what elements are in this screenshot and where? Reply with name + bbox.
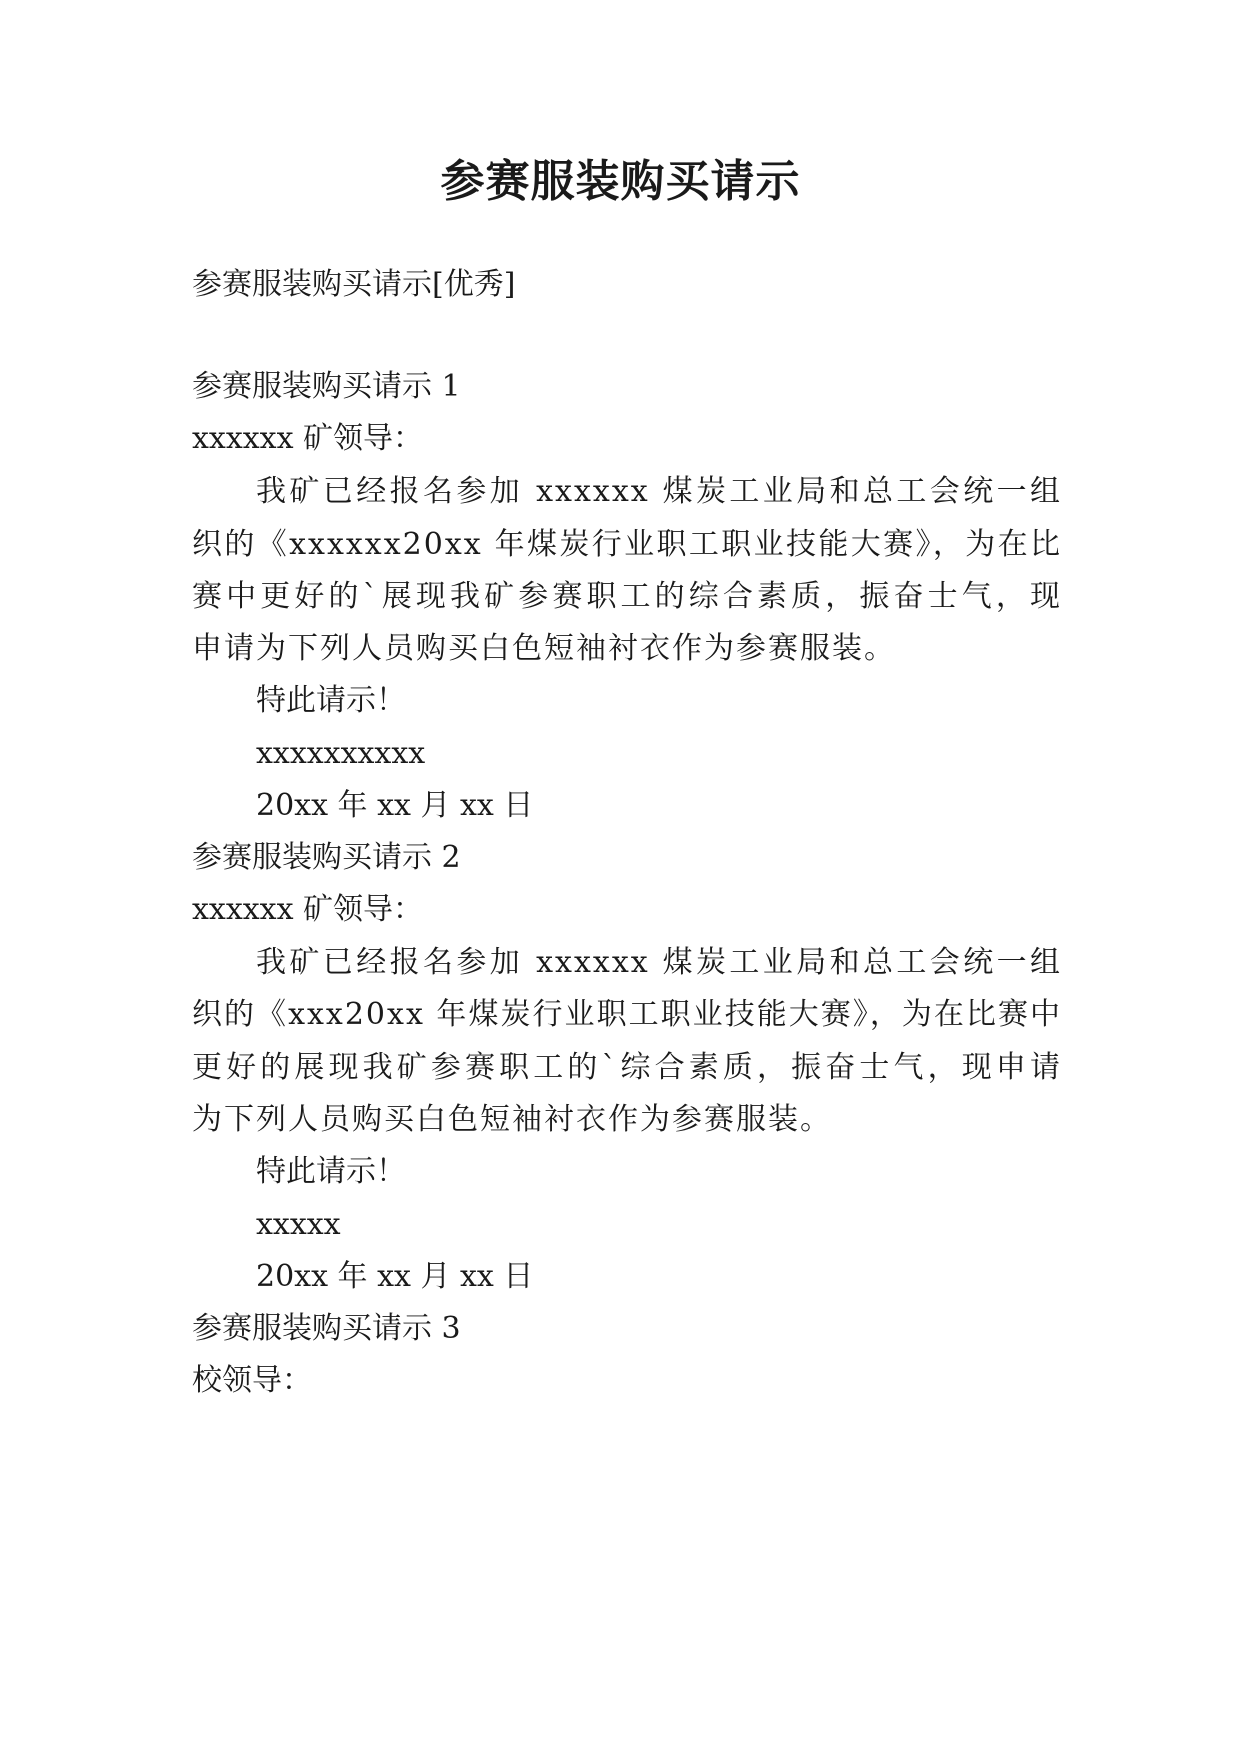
body-line: 更好的展现我矿参赛职工的`综合素质，振奋士气，现申请	[192, 1050, 1062, 1085]
body-line: 织的《xxx20xx 年煤炭行业职工职业技能大赛》，为在比赛中	[192, 997, 1062, 1032]
body-line: 为下列人员购买白色短袖衬衣作为参赛服装。	[192, 1102, 832, 1137]
closing-text: 特此请示！	[256, 683, 406, 718]
date: 20xx 年 xx 月 xx 日	[256, 1259, 534, 1294]
signature: xxxxxxxxxx	[256, 736, 426, 771]
document-title: 参赛服装购买请示	[440, 156, 801, 207]
body-line: 织的《xxxxxx20xx 年煤炭行业职工职业技能大赛》，为在比	[192, 527, 1062, 562]
body-line: 我矿已经报名参加 xxxxxx 煤炭工业局和总工会统一组	[256, 474, 1062, 509]
date: 20xx 年 xx 月 xx 日	[256, 788, 534, 823]
body-line: 我矿已经报名参加 xxxxxx 煤炭工业局和总工会统一组	[256, 945, 1062, 980]
salutation: 校领导：	[192, 1363, 312, 1398]
closing-text: 特此请示！	[256, 1154, 406, 1189]
document-subtitle: 参赛服装购买请示[优秀]	[192, 267, 516, 302]
body-line: 赛中更好的`展现我矿参赛职工的综合素质，振奋士气，现	[192, 579, 1062, 614]
section-heading: 参赛服装购买请示 2	[192, 840, 461, 875]
salutation: xxxxxx 矿领导：	[192, 421, 424, 456]
signature: xxxxx	[256, 1207, 341, 1242]
section-heading: 参赛服装购买请示 3	[192, 1311, 461, 1346]
section-heading: 参赛服装购买请示 1	[192, 369, 461, 404]
body-line: 申请为下列人员购买白色短袖衬衣作为参赛服装。	[192, 631, 896, 666]
salutation: xxxxxx 矿领导：	[192, 892, 424, 927]
